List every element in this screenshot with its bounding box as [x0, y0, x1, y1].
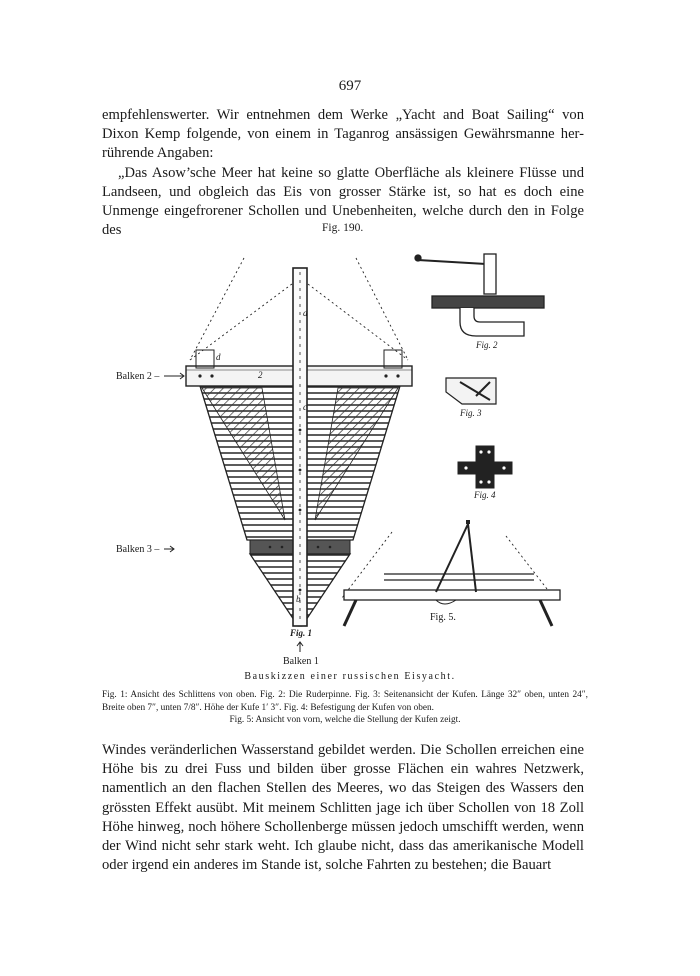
mark-b: b: [296, 594, 301, 604]
text-line: empfehlenswerter. Wir entnehmen dem Werke „Yacht and Boat Sailing“ von: [102, 107, 584, 123]
mark-d: d: [216, 352, 221, 362]
fig4-drawing: [458, 446, 512, 488]
fig1-drawing: [186, 258, 412, 626]
caption-last-line: Fig. 5: Ansicht von vorn, welche die Stellung der Kufen zeigt.: [229, 715, 461, 725]
page-number: 697: [338, 78, 362, 94]
balken-1-label: Balken 1: [283, 656, 319, 667]
mark-c: c: [303, 402, 307, 412]
fig3-drawing: [446, 378, 496, 404]
fig2-drawing: [415, 254, 544, 336]
figure-number: Fig. 190.: [322, 222, 364, 234]
balken-2-label: Balken 2 –: [116, 371, 160, 382]
mark-2: 2: [258, 370, 263, 380]
mark-a: a: [303, 308, 308, 318]
paragraph-bottom: [102, 741, 584, 875]
fig4-label: Fig. 4: [474, 490, 496, 500]
text-line: rührende Angaben:: [102, 145, 214, 162]
caption-text: Fig. 1: Ansicht des Schlittens von oben. Fig. 2: Die Ruderpinne. Fig. 3: Seitenansicht der Kufen. Länge 32″ oben, unten 24″, Breite oben 7″, unten 7/8″. Höhe der Kufe 1′ 3″. Fig. 4: Befestigung der Kufen von oben.: [102, 690, 588, 713]
balken-3-label: Balken 3 –: [116, 544, 160, 555]
fig5-drawing: [342, 522, 560, 626]
body-text: Windes veränderlichen Wasserstand gebildet werden. Die Schollen erreichen eine Höhe bis zu drei Fuss und bilden über grosse Flächen ein wahres Netzwerk, namentlich an den flachen Stellen des Meeres, wo das Steigen des Wassers den grössten Effekt ausübt. Mit meinem Schlitten jage ich über Schollen von 18 Zoll Höhe hinweg, noch höhere Schollenberge müssen jedoch umschifft werden, wenn der Wind nicht sehr stark weht. Ich glaube nicht, dass das amerikanische Modell oder irgend ein anderes im Stande ist, solche Fahrten zu bestehen; die Bauart: [102, 742, 584, 874]
fig5-label: Fig. 5.: [430, 612, 456, 623]
text-line: Dixon Kemp folgende, von einem in Taganrog ansässigen Gewährsmanne her-: [102, 126, 584, 143]
quote-text: „Das Asow’sche Meer hat keine so glatte Oberfläche als kleinere Flüsse und Landseen, und obgleich das Eis von grosser Stärke ist, so hat es doch eine Unmenge eingefrorener Schollen und Unebenheiten, welche durch den in Folge des: [102, 164, 584, 239]
figure-caption-title: Bauskizzen einer russischen Eisyacht.: [244, 671, 456, 682]
fig1-label: Fig. 1: [290, 628, 313, 638]
fig2-label: Fig. 2: [476, 340, 498, 350]
fig3-label: Fig. 3: [460, 408, 482, 418]
figure-caption: [102, 689, 588, 727]
